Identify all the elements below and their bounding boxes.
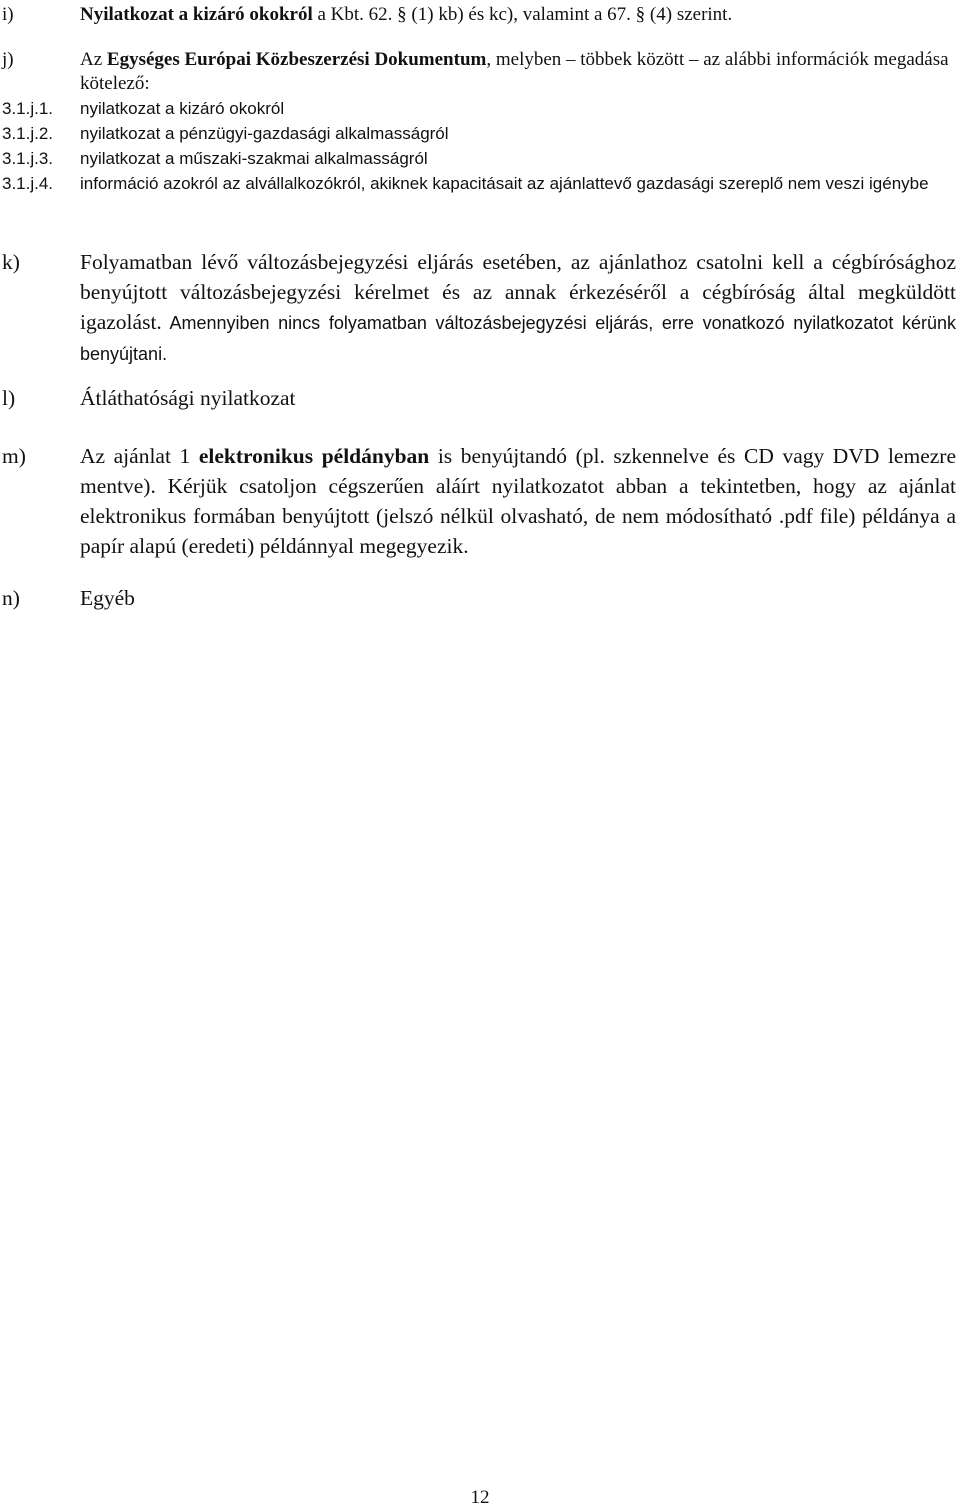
item-j-pre: Az — [80, 49, 107, 70]
item-k-body — [80, 247, 956, 369]
sub-item-number: 3.1.j.3. — [2, 149, 54, 168]
item-m-label: m) — [2, 444, 26, 468]
sub-item-text: nyilatkozat a műszaki-szakmai alkalmasságról — [80, 149, 428, 168]
sub-item-text: nyilatkozat a kizáró okokról — [80, 99, 285, 118]
item-k-label: k) — [2, 250, 20, 274]
item-i-rest: a Kbt. 62. § (1) kb) és kc), valamint a 67. § (4) szerint. — [312, 4, 733, 25]
page-number: 12 — [470, 1487, 490, 1508]
sub-item-number: 3.1.j.1. — [2, 99, 54, 118]
item-i-body — [80, 3, 956, 27]
item-j-body — [80, 48, 956, 96]
item-l-body: Átláthatósági nyilatkozat — [80, 386, 296, 410]
sub-item-text: nyilatkozat a pénzügyi-gazdasági alkalmasságról — [80, 124, 449, 143]
item-i-label: i) — [2, 4, 14, 25]
item-m-rest: is benyújtandó (pl. szkennelve és CD vagy DVD lemezre mentve). Kérjük csatoljon cégszerűen aláírt nyilatkozatot abban a tekintetben, hogy az ajánlat elektronikus formában benyújtott (jelszó nélkül olvasható, de nem módosítható .pdf file) példánya a papír alapú (eredeti) példánnyal megegyezik. — [80, 444, 956, 558]
item-k-text: Folyamatban lévő változásbejegyzési eljárás esetében, az ajánlathoz csatolni kell a cégbírósághoz benyújtott változásbejegyzési kérelmet és az annak érkezéséről a cégbíróság által megküldött igazolást. — [80, 250, 956, 334]
item-l-label: l) — [2, 386, 16, 410]
item-k-text2: Amennyiben nincs folyamatban változásbejegyzési eljárás, erre vonatkozó nyilatkozatot kérünk benyújtani. — [80, 313, 956, 364]
item-j-rest: , melyben – többek között – az alábbi információk megadása kötelező: — [80, 49, 949, 94]
item-m-pre: Az ajánlat 1 — [80, 444, 199, 468]
item-n-label: n) — [2, 586, 20, 610]
item-m-bold: elektronikus példányban — [198, 444, 430, 468]
item-i-bold: Nyilatkozat a kizáró okokról — [80, 4, 313, 25]
sub-item-number: 3.1.j.4. — [2, 174, 54, 193]
item-j-label: j) — [2, 49, 14, 70]
sub-item-number: 3.1.j.2. — [2, 124, 54, 143]
sub-item-text: információ azokról az alvállalkozókról, akiknek kapacitásait az ajánlattevő gazdasági szereplő nem veszi igénybe — [80, 174, 929, 193]
item-n-body: Egyéb — [80, 586, 135, 610]
item-j-bold: Egységes Európai Közbeszerzési Dokumentum — [106, 49, 487, 70]
item-m-body — [80, 441, 956, 561]
